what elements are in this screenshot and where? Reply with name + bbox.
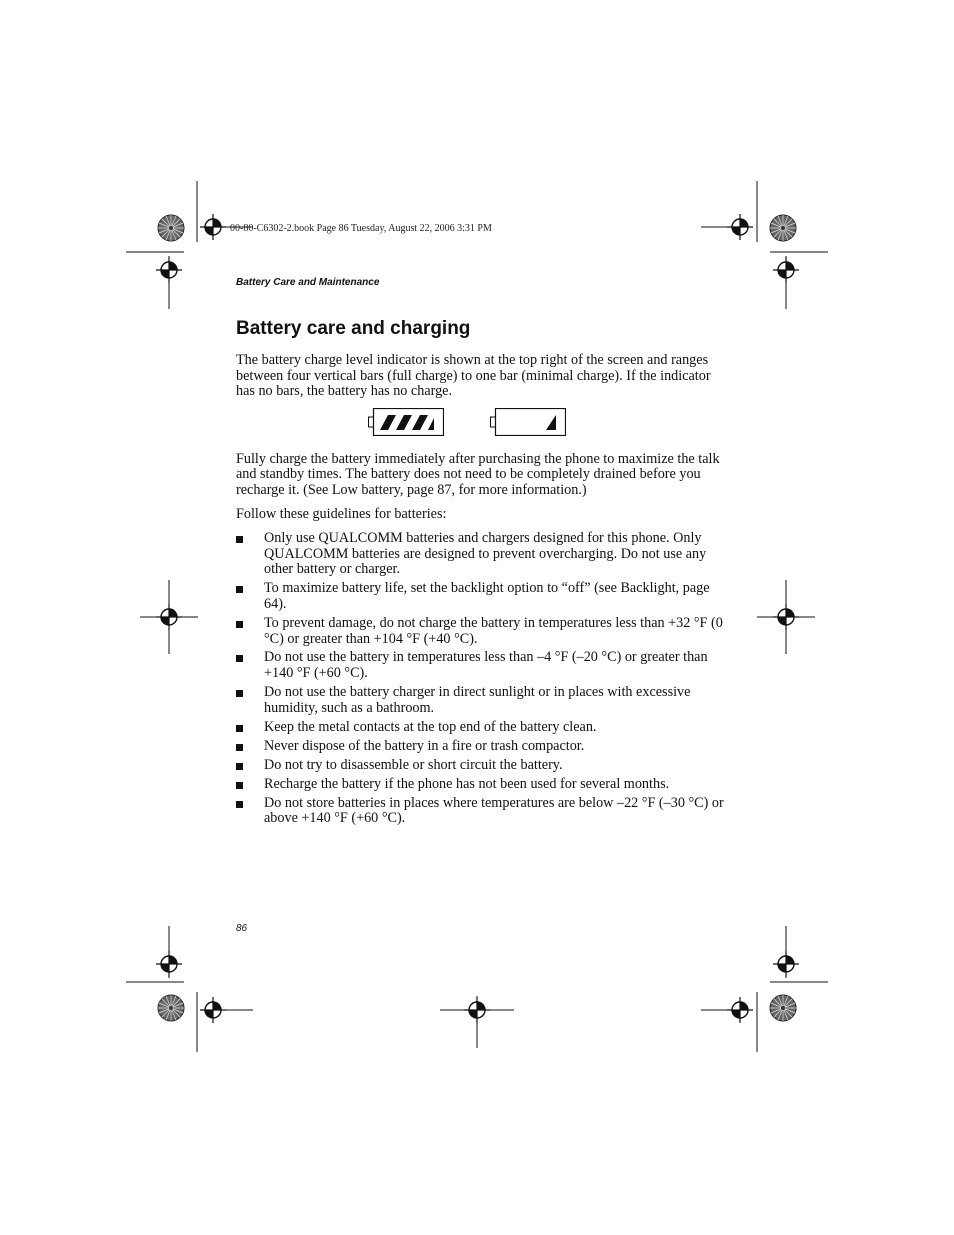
list-item: To prevent damage, do not charge the battery in temperatures less than +32 °F (0 °C) or greater than +104 °F (+40 °C). xyxy=(236,616,726,647)
bullet-square-icon xyxy=(236,586,243,593)
list-item: Keep the metal contacts at the top end of the battery clean. xyxy=(236,720,726,736)
bullet-square-icon xyxy=(236,725,243,732)
bullet-square-icon xyxy=(236,536,243,543)
bullet-square-icon xyxy=(236,801,243,808)
bullet-square-icon xyxy=(236,782,243,789)
list-item: Do not store batteries in places where temperatures are below –22 °F (–30 °C) or above +140 °F (+60 °C). xyxy=(236,796,726,827)
bullet-square-icon xyxy=(236,655,243,662)
bullet-square-icon xyxy=(236,621,243,628)
list-item: Do not try to disassemble or short circuit the battery. xyxy=(236,758,726,774)
list-item: Do not use the battery in temperatures less than –4 °F (–20 °C) or greater than +140 °F (+60 °C). xyxy=(236,650,726,681)
charge-paragraph: Fully charge the battery immediately after purchasing the phone to maximize the talk and standby times. The battery does not need to be completely drained before you recharge it. (See Low battery, page 87, for more information.) xyxy=(236,450,720,498)
bullet-square-icon xyxy=(236,763,243,770)
battery-indicator-row xyxy=(236,400,726,452)
section-title: Battery care and charging xyxy=(236,318,471,339)
list-item: Recharge the battery if the phone has not been used for several months. xyxy=(236,777,726,793)
battery-minimal-icon xyxy=(490,408,566,436)
bullet-square-icon xyxy=(236,744,243,751)
running-head: Battery Care and Maintenance xyxy=(236,277,380,288)
bullet-square-icon xyxy=(236,690,243,697)
page-body xyxy=(236,353,726,830)
intro-paragraph: The battery charge level indicator is shown at the top right of the screen and ranges between four vertical bars (full charge) to one bar (minimal charge). If the indicator has no bars, the battery has no charge. xyxy=(236,352,711,400)
list-item: Only use QUALCOMM batteries and chargers designed for this phone. Only QUALCOMM batteries are designed to prevent overcharging. Do not use any other battery or charger. xyxy=(236,531,726,578)
guidelines-list xyxy=(236,531,726,827)
list-item: To maximize battery life, set the backlight option to “off” (see Backlight, page 64). xyxy=(236,581,726,612)
page-number: 86 xyxy=(236,923,248,934)
guidelines-intro: Follow these guidelines for batteries: xyxy=(236,505,447,522)
print-slug: 00-80-C6302-2.book Page 86 Tuesday, August 22, 2006 3:31 PM xyxy=(230,223,492,234)
list-item: Do not use the battery charger in direct sunlight or in places with excessive humidity, such as a bathroom. xyxy=(236,685,726,716)
battery-full-icon xyxy=(368,408,444,436)
list-item: Never dispose of the battery in a fire or trash compactor. xyxy=(236,739,726,755)
